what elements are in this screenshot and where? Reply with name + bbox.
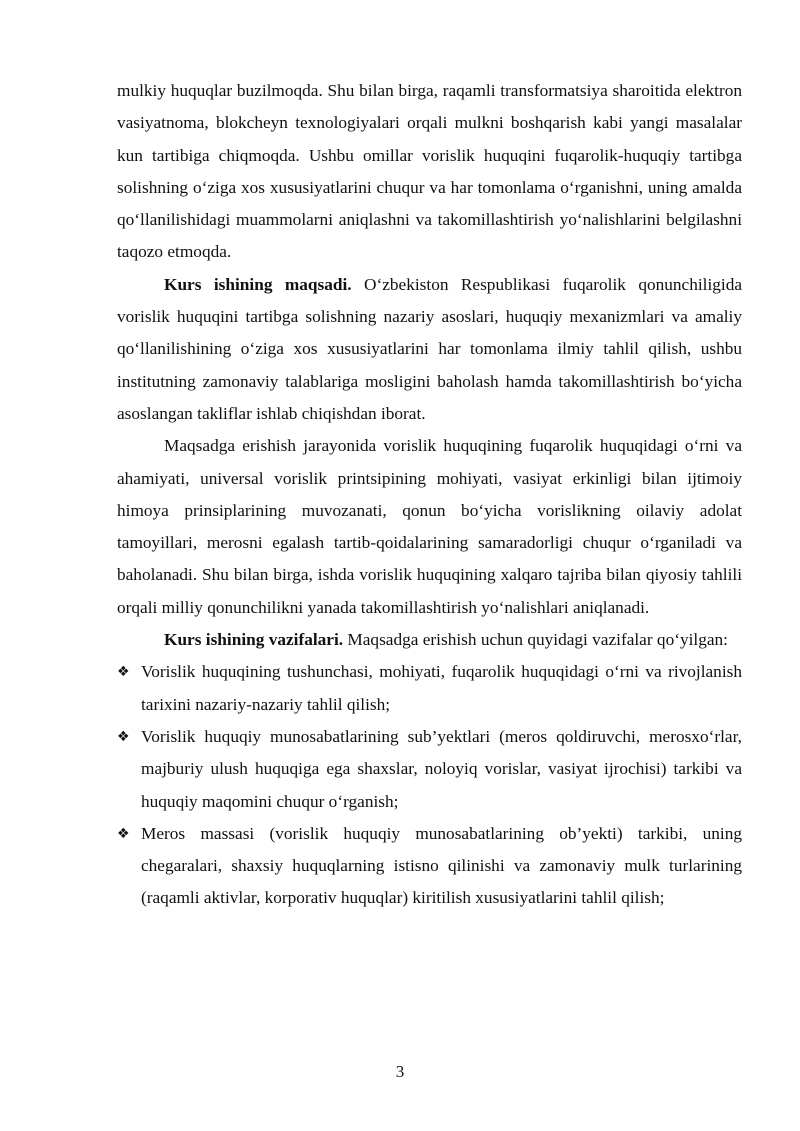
task-text: Vorislik huquqiy munosabatlarining sub’yektlari (meros qoldiruvchi, merosxo‘rlar, majburiy ulush huquqiga ega shaxslar, noloyiq vorislar, vasiyat ijrochisi) tarkibi va huquqiy maqomini chuqur o‘rganish; <box>141 726 742 811</box>
intro-paragraph: mulkiy huquqlar buzilmoqda. Shu bilan birga, raqamli transformatsiya sharoitida elektron vasiyatnoma, blokcheyn texnologiyalari orqali mulkni boshqarish kabi yangi masalalar kun tartibiga chiqmoqda. Ushbu omillar vorislik huquqini fuqarolik-huquqiy tartibga solishning o‘ziga xos xususiyatlarini chuqur va har tomonlama o‘rganishni, uning amalda qo‘llanilishidagi muammolarni aniqlashni va takomillashtirish yo‘nalishlarini belgilashni taqozo etmoqda. <box>117 81 742 262</box>
document-page <box>117 75 742 915</box>
goal-heading: Kurs ishining maqsadi. <box>164 274 352 294</box>
tasks-heading: Kurs ishining vazifalari. <box>164 630 344 650</box>
list-item <box>117 818 742 915</box>
goal-paragraph <box>117 269 742 430</box>
process-paragraph: Maqsadga erishish jarayonida vorislik huquqining fuqarolik huquqidagi o‘rni va ahamiyati, universal vorislik printsipining mohiyati, vasiyat erkinligi bilan ijtimoiy himoya prinsiplarining muvozanati, qonun bo‘yicha vorislikning oilaviy adolat tamoyillari, merosni egalash tartib-qoidalarining samaradorligi chuqur o‘rganiladi va baholanadi. Shu bilan birga, ishda vorislik huquqining xalqaro tajriba bilan qiyosiy tahlili orqali milliy qonunchilikni yanada takomillashtirish yo‘nalishlari aniqlanadi. <box>117 436 742 617</box>
tasks-paragraph <box>117 624 742 656</box>
task-text: Meros massasi (vorislik huquqiy munosabatlarining ob’yekti) tarkibi, uning chegaralari, shaxsiy huquqlarning istisno qilinishi va zamonaviy mulk turlarining (raqamli aktivlar, korporativ huquqlar) kiritilish xususiyatlarini tahlil qilish; <box>141 823 742 908</box>
page-number: 3 <box>395 1062 405 1081</box>
goal-text: O‘zbekiston Respublikasi fuqarolik qonunchiligida vorislik huquqini tartibga solishning nazariy asoslari, huquqiy mexanizmlari va amaliy qo‘llanilishining o‘ziga xos xususiyatlarini har tomonlama ilmiy tahlil qilish, ushbu institutning zamonaviy talablariga mosligini baholash hamda takomillashtirish bo‘yicha asoslangan takliflar ishlab chiqishdan iborat. <box>117 274 742 423</box>
tasks-intro-text: Maqsadga erishish uchun quyidagi vazifalar qo‘yilgan: <box>343 630 728 650</box>
list-item <box>117 656 742 721</box>
diamond-bullet-icon: ❖ <box>117 664 130 681</box>
list-item <box>117 721 742 818</box>
diamond-bullet-icon: ❖ <box>117 825 130 842</box>
task-text: Vorislik huquqining tushunchasi, mohiyati, fuqarolik huquqidagi o‘rni va rivojlanish tarixini nazariy-nazariy tahlil qilish; <box>141 662 742 714</box>
tasks-list <box>117 656 742 914</box>
diamond-bullet-icon: ❖ <box>117 728 130 745</box>
